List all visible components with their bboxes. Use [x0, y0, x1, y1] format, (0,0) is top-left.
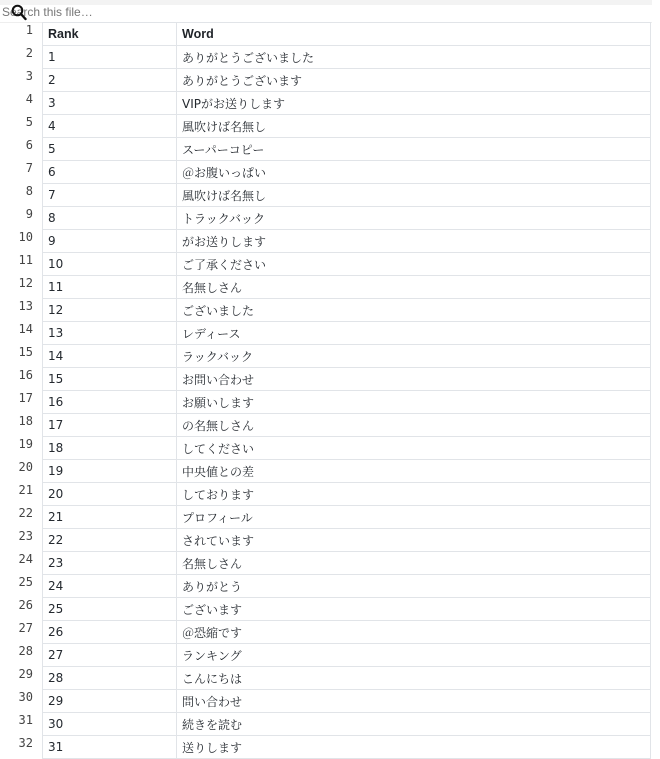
- line-number[interactable]: 24: [18, 551, 33, 566]
- word-cell: ありがとう: [177, 575, 651, 598]
- word-cell: 名無しさん: [177, 276, 651, 299]
- line-number[interactable]: 18: [18, 413, 33, 428]
- table-row: [0, 138, 651, 161]
- rank-cell: 12: [43, 299, 177, 322]
- word-cell: スーパーコピー: [177, 138, 651, 161]
- line-number[interactable]: 13: [18, 298, 33, 313]
- line-number[interactable]: 32: [18, 735, 33, 750]
- word-cell: 風吹けば名無し: [177, 115, 651, 138]
- table-row: [0, 575, 651, 598]
- word-cell: ございました: [177, 299, 651, 322]
- table-row: [0, 621, 651, 644]
- table-row: [0, 92, 651, 115]
- word-cell: してください: [177, 437, 651, 460]
- line-number[interactable]: 15: [18, 344, 33, 359]
- line-number[interactable]: 26: [18, 597, 33, 612]
- table-row: [0, 437, 651, 460]
- table-row: [0, 552, 651, 575]
- line-number[interactable]: 12: [18, 275, 33, 290]
- line-number[interactable]: 30: [18, 689, 33, 704]
- word-cell: お願いします: [177, 391, 651, 414]
- table-row: [0, 230, 651, 253]
- rank-cell: 11: [43, 276, 177, 299]
- word-cell: ＠恐縮です: [177, 621, 651, 644]
- table-row: [0, 253, 651, 276]
- rank-cell: 17: [43, 414, 177, 437]
- table-row: [0, 391, 651, 414]
- table-row: [0, 69, 651, 92]
- line-number[interactable]: 2: [25, 45, 33, 60]
- table-row: [0, 667, 651, 690]
- table-row: [0, 598, 651, 621]
- rank-cell: 14: [43, 345, 177, 368]
- word-cell: こんにちは: [177, 667, 651, 690]
- file-table-container: [0, 22, 651, 759]
- table-row: [0, 345, 651, 368]
- column-header-rank: Rank: [43, 23, 177, 46]
- rank-cell: 18: [43, 437, 177, 460]
- word-cell: ランキング: [177, 644, 651, 667]
- word-cell: ご了承ください: [177, 253, 651, 276]
- line-number[interactable]: 7: [25, 160, 33, 175]
- rank-cell: 16: [43, 391, 177, 414]
- rank-cell: 8: [43, 207, 177, 230]
- word-cell: 送りします: [177, 736, 651, 759]
- rank-cell: 20: [43, 483, 177, 506]
- line-number[interactable]: 4: [25, 91, 33, 106]
- line-number[interactable]: 8: [25, 183, 33, 198]
- table-row: [0, 736, 651, 759]
- word-cell: ありがとうございました: [177, 46, 651, 69]
- line-number[interactable]: 5: [25, 114, 33, 129]
- table-row: [0, 322, 651, 345]
- table-row: [0, 115, 651, 138]
- table-row: [0, 161, 651, 184]
- rank-cell: 6: [43, 161, 177, 184]
- word-cell: トラックバック: [177, 207, 651, 230]
- word-cell: お問い合わせ: [177, 368, 651, 391]
- word-cell: ありがとうございます: [177, 69, 651, 92]
- rank-cell: 24: [43, 575, 177, 598]
- table-row: [0, 299, 651, 322]
- column-header-word: Word: [177, 23, 651, 46]
- table-row: [0, 460, 651, 483]
- rank-cell: 3: [43, 92, 177, 115]
- line-number[interactable]: 3: [25, 68, 33, 83]
- rank-cell: 1: [43, 46, 177, 69]
- word-cell: レディース: [177, 322, 651, 345]
- word-cell: 続きを読む: [177, 713, 651, 736]
- rank-cell: 25: [43, 598, 177, 621]
- line-number[interactable]: 17: [18, 390, 33, 405]
- line-number[interactable]: 23: [18, 528, 33, 543]
- line-number[interactable]: 27: [18, 620, 33, 635]
- word-cell: プロフィール: [177, 506, 651, 529]
- table-row: [0, 414, 651, 437]
- table-row: [0, 483, 651, 506]
- file-table: [0, 22, 651, 759]
- rank-cell: 22: [43, 529, 177, 552]
- rank-cell: 5: [43, 138, 177, 161]
- line-number[interactable]: 20: [18, 459, 33, 474]
- rank-cell: 4: [43, 115, 177, 138]
- search-input[interactable]: [2, 3, 642, 20]
- table-row: [0, 690, 651, 713]
- line-number[interactable]: 14: [18, 321, 33, 336]
- line-number[interactable]: 19: [18, 436, 33, 451]
- rank-cell: 7: [43, 184, 177, 207]
- table-row: [0, 46, 651, 69]
- word-cell: ございます: [177, 598, 651, 621]
- line-number[interactable]: 10: [18, 229, 33, 244]
- line-number[interactable]: 6: [25, 137, 33, 152]
- rank-cell: 10: [43, 253, 177, 276]
- search-bar: [0, 0, 652, 23]
- rank-cell: 21: [43, 506, 177, 529]
- line-number[interactable]: 31: [18, 712, 33, 727]
- line-number[interactable]: 11: [18, 252, 33, 267]
- line-number[interactable]: 29: [18, 666, 33, 681]
- word-cell: ＠お腹いっぱい: [177, 161, 651, 184]
- table-row: [0, 368, 651, 391]
- line-number[interactable]: 1: [25, 22, 33, 37]
- rank-cell: 2: [43, 69, 177, 92]
- word-cell: 風吹けば名無し: [177, 184, 651, 207]
- table-row: [0, 276, 651, 299]
- rank-cell: 29: [43, 690, 177, 713]
- word-cell: VIPがお送りします: [177, 92, 651, 115]
- line-number[interactable]: 21: [18, 482, 33, 497]
- word-cell: しております: [177, 483, 651, 506]
- table-row: [0, 184, 651, 207]
- word-cell: の名無しさん: [177, 414, 651, 437]
- word-cell: ラックバック: [177, 345, 651, 368]
- line-number[interactable]: 16: [18, 367, 33, 382]
- word-cell: 中央値との差: [177, 460, 651, 483]
- table-header-row: [0, 23, 651, 46]
- table-row: [0, 207, 651, 230]
- rank-cell: 19: [43, 460, 177, 483]
- rank-cell: 27: [43, 644, 177, 667]
- line-number[interactable]: 28: [18, 643, 33, 658]
- table-row: [0, 529, 651, 552]
- rank-cell: 15: [43, 368, 177, 391]
- rank-cell: 23: [43, 552, 177, 575]
- table-row: [0, 506, 651, 529]
- word-cell: がお送りします: [177, 230, 651, 253]
- line-number[interactable]: 9: [25, 206, 33, 221]
- rank-cell: 13: [43, 322, 177, 345]
- table-row: [0, 644, 651, 667]
- rank-cell: 30: [43, 713, 177, 736]
- line-number[interactable]: 22: [18, 505, 33, 520]
- word-cell: されています: [177, 529, 651, 552]
- rank-cell: 9: [43, 230, 177, 253]
- rank-cell: 26: [43, 621, 177, 644]
- word-cell: 問い合わせ: [177, 690, 651, 713]
- word-cell: 名無しさん: [177, 552, 651, 575]
- line-number[interactable]: 25: [18, 574, 33, 589]
- rank-cell: 28: [43, 667, 177, 690]
- rank-cell: 31: [43, 736, 177, 759]
